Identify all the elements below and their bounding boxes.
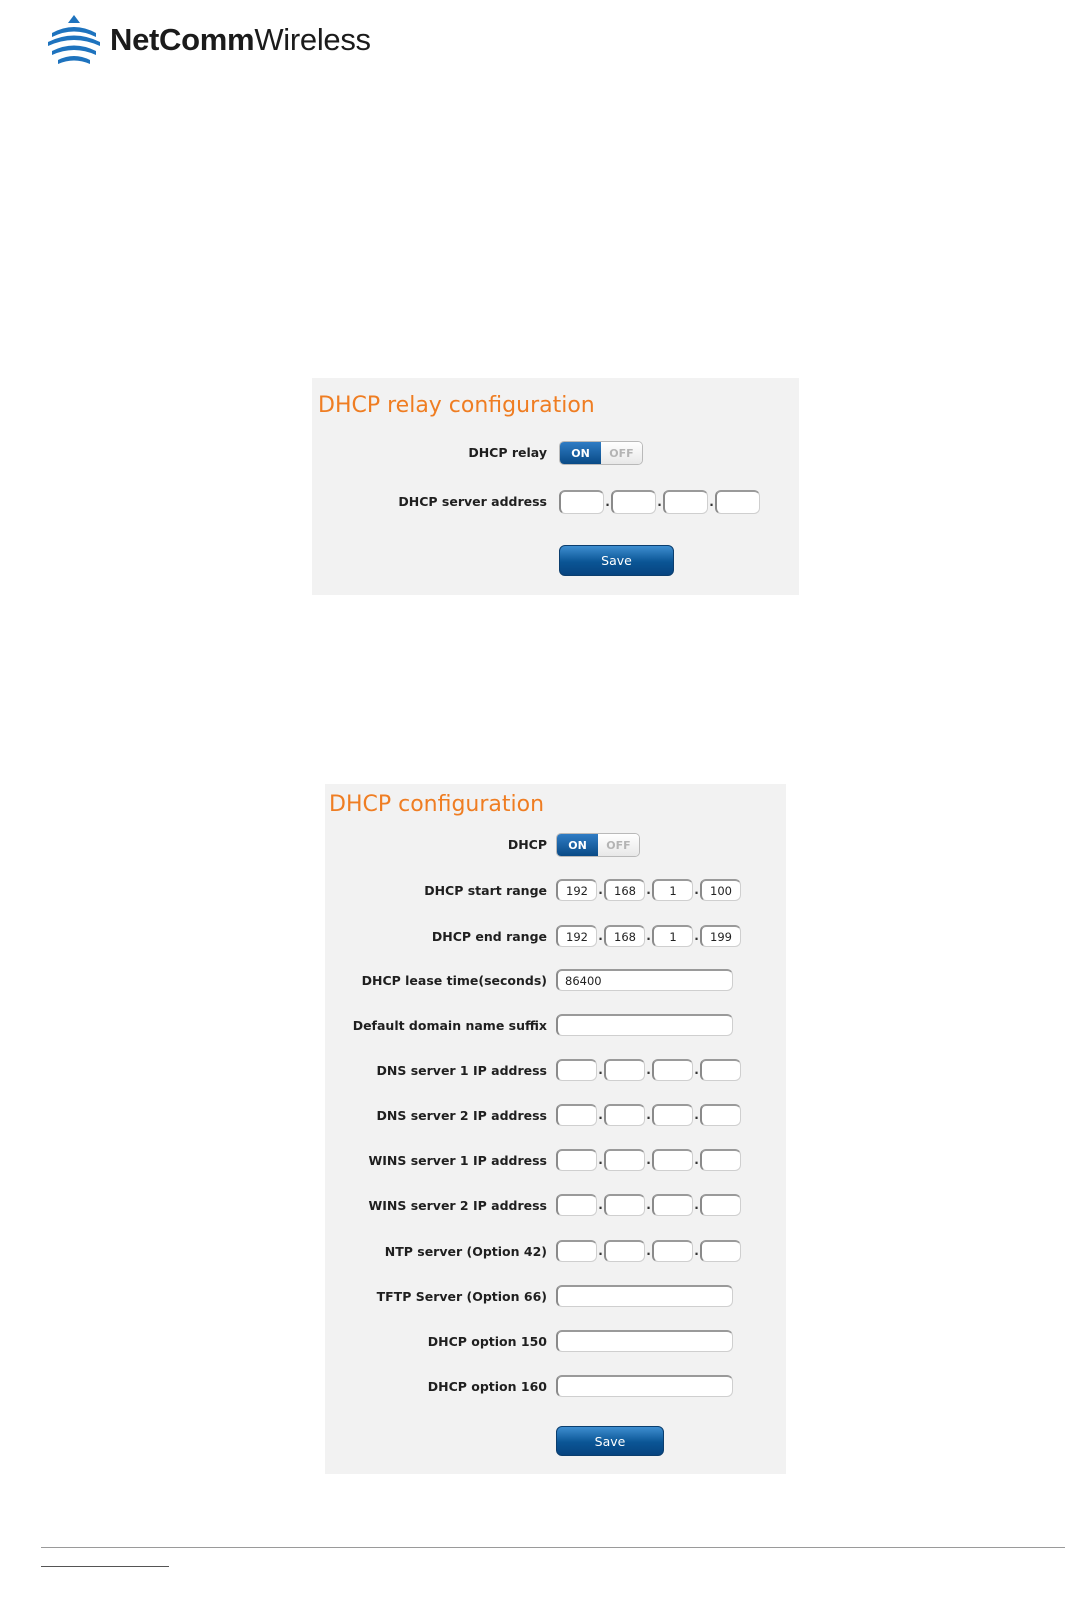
start-range-octet-1[interactable] (556, 879, 597, 901)
octet-separator: . (598, 883, 603, 897)
octet-separator: . (694, 1244, 699, 1258)
field-label: Default domain name suffix (352, 1018, 547, 1033)
footer-divider (41, 1547, 1065, 1548)
dhcp-toggle[interactable] (556, 833, 640, 857)
wins2-octet-2[interactable] (604, 1194, 645, 1216)
toggle-off[interactable]: OFF (601, 442, 642, 464)
octet-separator: . (646, 1244, 651, 1258)
octet-separator: . (694, 929, 699, 943)
field-label: DHCP lease time(seconds) (361, 973, 547, 988)
octet-separator: . (694, 1198, 699, 1212)
lease-time-input[interactable] (556, 969, 733, 991)
option-160-input[interactable] (556, 1375, 733, 1397)
octet-separator: . (646, 1198, 651, 1212)
start-range-octet-2[interactable] (604, 879, 645, 901)
ntp-row (325, 1240, 786, 1266)
dhcp-row (325, 833, 786, 859)
octet-separator: . (646, 883, 651, 897)
ntp-octet-4[interactable] (700, 1240, 741, 1262)
field-label: DHCP relay (468, 445, 547, 460)
toggle-on[interactable]: ON (557, 834, 598, 856)
field-label: DNS server 1 IP address (376, 1063, 547, 1078)
dns2-octet-1[interactable] (556, 1104, 597, 1126)
ntp-octet-3[interactable] (652, 1240, 693, 1262)
option-150-input[interactable] (556, 1330, 733, 1352)
wins1-octet-4[interactable] (700, 1149, 741, 1171)
octet-separator: . (598, 1108, 603, 1122)
dhcp-end-range-row (325, 925, 786, 951)
start-range-octet-3[interactable] (652, 879, 693, 901)
panel-title: DHCP relay configuration (318, 393, 595, 418)
wins1-octet-2[interactable] (604, 1149, 645, 1171)
wins2-octet-3[interactable] (652, 1194, 693, 1216)
field-label: WINS server 2 IP address (368, 1198, 547, 1213)
octet-separator: . (598, 1198, 603, 1212)
field-label: NTP server (Option 42) (384, 1244, 547, 1259)
option-160-row (325, 1375, 786, 1401)
end-range-octet-1[interactable] (556, 925, 597, 947)
option-150-row (325, 1330, 786, 1356)
start-range-octet-4[interactable] (700, 879, 741, 901)
wins2-row (325, 1194, 786, 1220)
dns2-row (325, 1104, 786, 1130)
lease-time-row (325, 969, 786, 995)
octet-separator: . (694, 1153, 699, 1167)
server-address-octet-2[interactable] (611, 490, 656, 514)
ntp-octet-2[interactable] (604, 1240, 645, 1262)
dhcp-relay-toggle[interactable] (559, 441, 643, 465)
octet-separator: . (646, 929, 651, 943)
dns2-octet-2[interactable] (604, 1104, 645, 1126)
brand-logo (46, 12, 371, 68)
octet-separator: . (646, 1108, 651, 1122)
ntp-octet-1[interactable] (556, 1240, 597, 1262)
field-label: DHCP (507, 837, 547, 852)
dhcp-relay-row (312, 441, 799, 467)
toggle-on[interactable]: ON (560, 442, 601, 464)
octet-separator: . (694, 1063, 699, 1077)
octet-separator: . (646, 1063, 651, 1077)
brand-name: NetCommWireless (110, 22, 371, 57)
octet-separator: . (598, 1244, 603, 1258)
octet-separator: . (694, 883, 699, 897)
save-button[interactable]: Save (559, 545, 674, 576)
octet-separator: . (646, 1153, 651, 1167)
dns1-octet-3[interactable] (652, 1059, 693, 1081)
end-range-octet-3[interactable] (652, 925, 693, 947)
octet-separator: . (709, 495, 714, 509)
octet-separator: . (598, 929, 603, 943)
server-address-octet-3[interactable] (663, 490, 708, 514)
footnote-divider (41, 1566, 169, 1567)
dns1-row (325, 1059, 786, 1085)
octet-separator: . (598, 1063, 603, 1077)
field-label: DHCP option 160 (427, 1379, 547, 1394)
octet-separator: . (694, 1108, 699, 1122)
server-address-octet-4[interactable] (715, 490, 760, 514)
dns1-octet-2[interactable] (604, 1059, 645, 1081)
wins1-octet-1[interactable] (556, 1149, 597, 1171)
domain-suffix-row (325, 1014, 786, 1040)
field-label: TFTP Server (Option 66) (376, 1289, 547, 1304)
end-range-octet-2[interactable] (604, 925, 645, 947)
dns2-octet-3[interactable] (652, 1104, 693, 1126)
netcomm-wave-icon (46, 13, 102, 67)
server-address-octet-1[interactable] (559, 490, 604, 514)
tftp-row (325, 1285, 786, 1311)
field-label: DHCP end range (431, 929, 547, 944)
dhcp-start-range-row (325, 879, 786, 905)
dhcp-relay-panel (312, 378, 799, 595)
octet-separator: . (598, 1153, 603, 1167)
octet-separator: . (657, 495, 662, 509)
dhcp-server-address-row (312, 490, 799, 516)
field-label: DHCP server address (398, 494, 547, 509)
domain-suffix-input[interactable] (556, 1014, 733, 1036)
tftp-server-input[interactable] (556, 1285, 733, 1307)
dns1-octet-4[interactable] (700, 1059, 741, 1081)
dns2-octet-4[interactable] (700, 1104, 741, 1126)
dhcp-configuration-panel (325, 784, 786, 1474)
field-label: WINS server 1 IP address (368, 1153, 547, 1168)
wins2-octet-4[interactable] (700, 1194, 741, 1216)
field-label: DHCP option 150 (427, 1334, 547, 1349)
wins1-octet-3[interactable] (652, 1149, 693, 1171)
save-button[interactable]: Save (556, 1426, 664, 1456)
wins1-row (325, 1149, 786, 1175)
end-range-octet-4[interactable] (700, 925, 741, 947)
dns1-octet-1[interactable] (556, 1059, 597, 1081)
toggle-off[interactable]: OFF (598, 834, 639, 856)
panel-title: DHCP configuration (329, 792, 545, 817)
field-label: DHCP start range (424, 883, 547, 898)
wins2-octet-1[interactable] (556, 1194, 597, 1216)
octet-separator: . (605, 495, 610, 509)
field-label: DNS server 2 IP address (376, 1108, 547, 1123)
